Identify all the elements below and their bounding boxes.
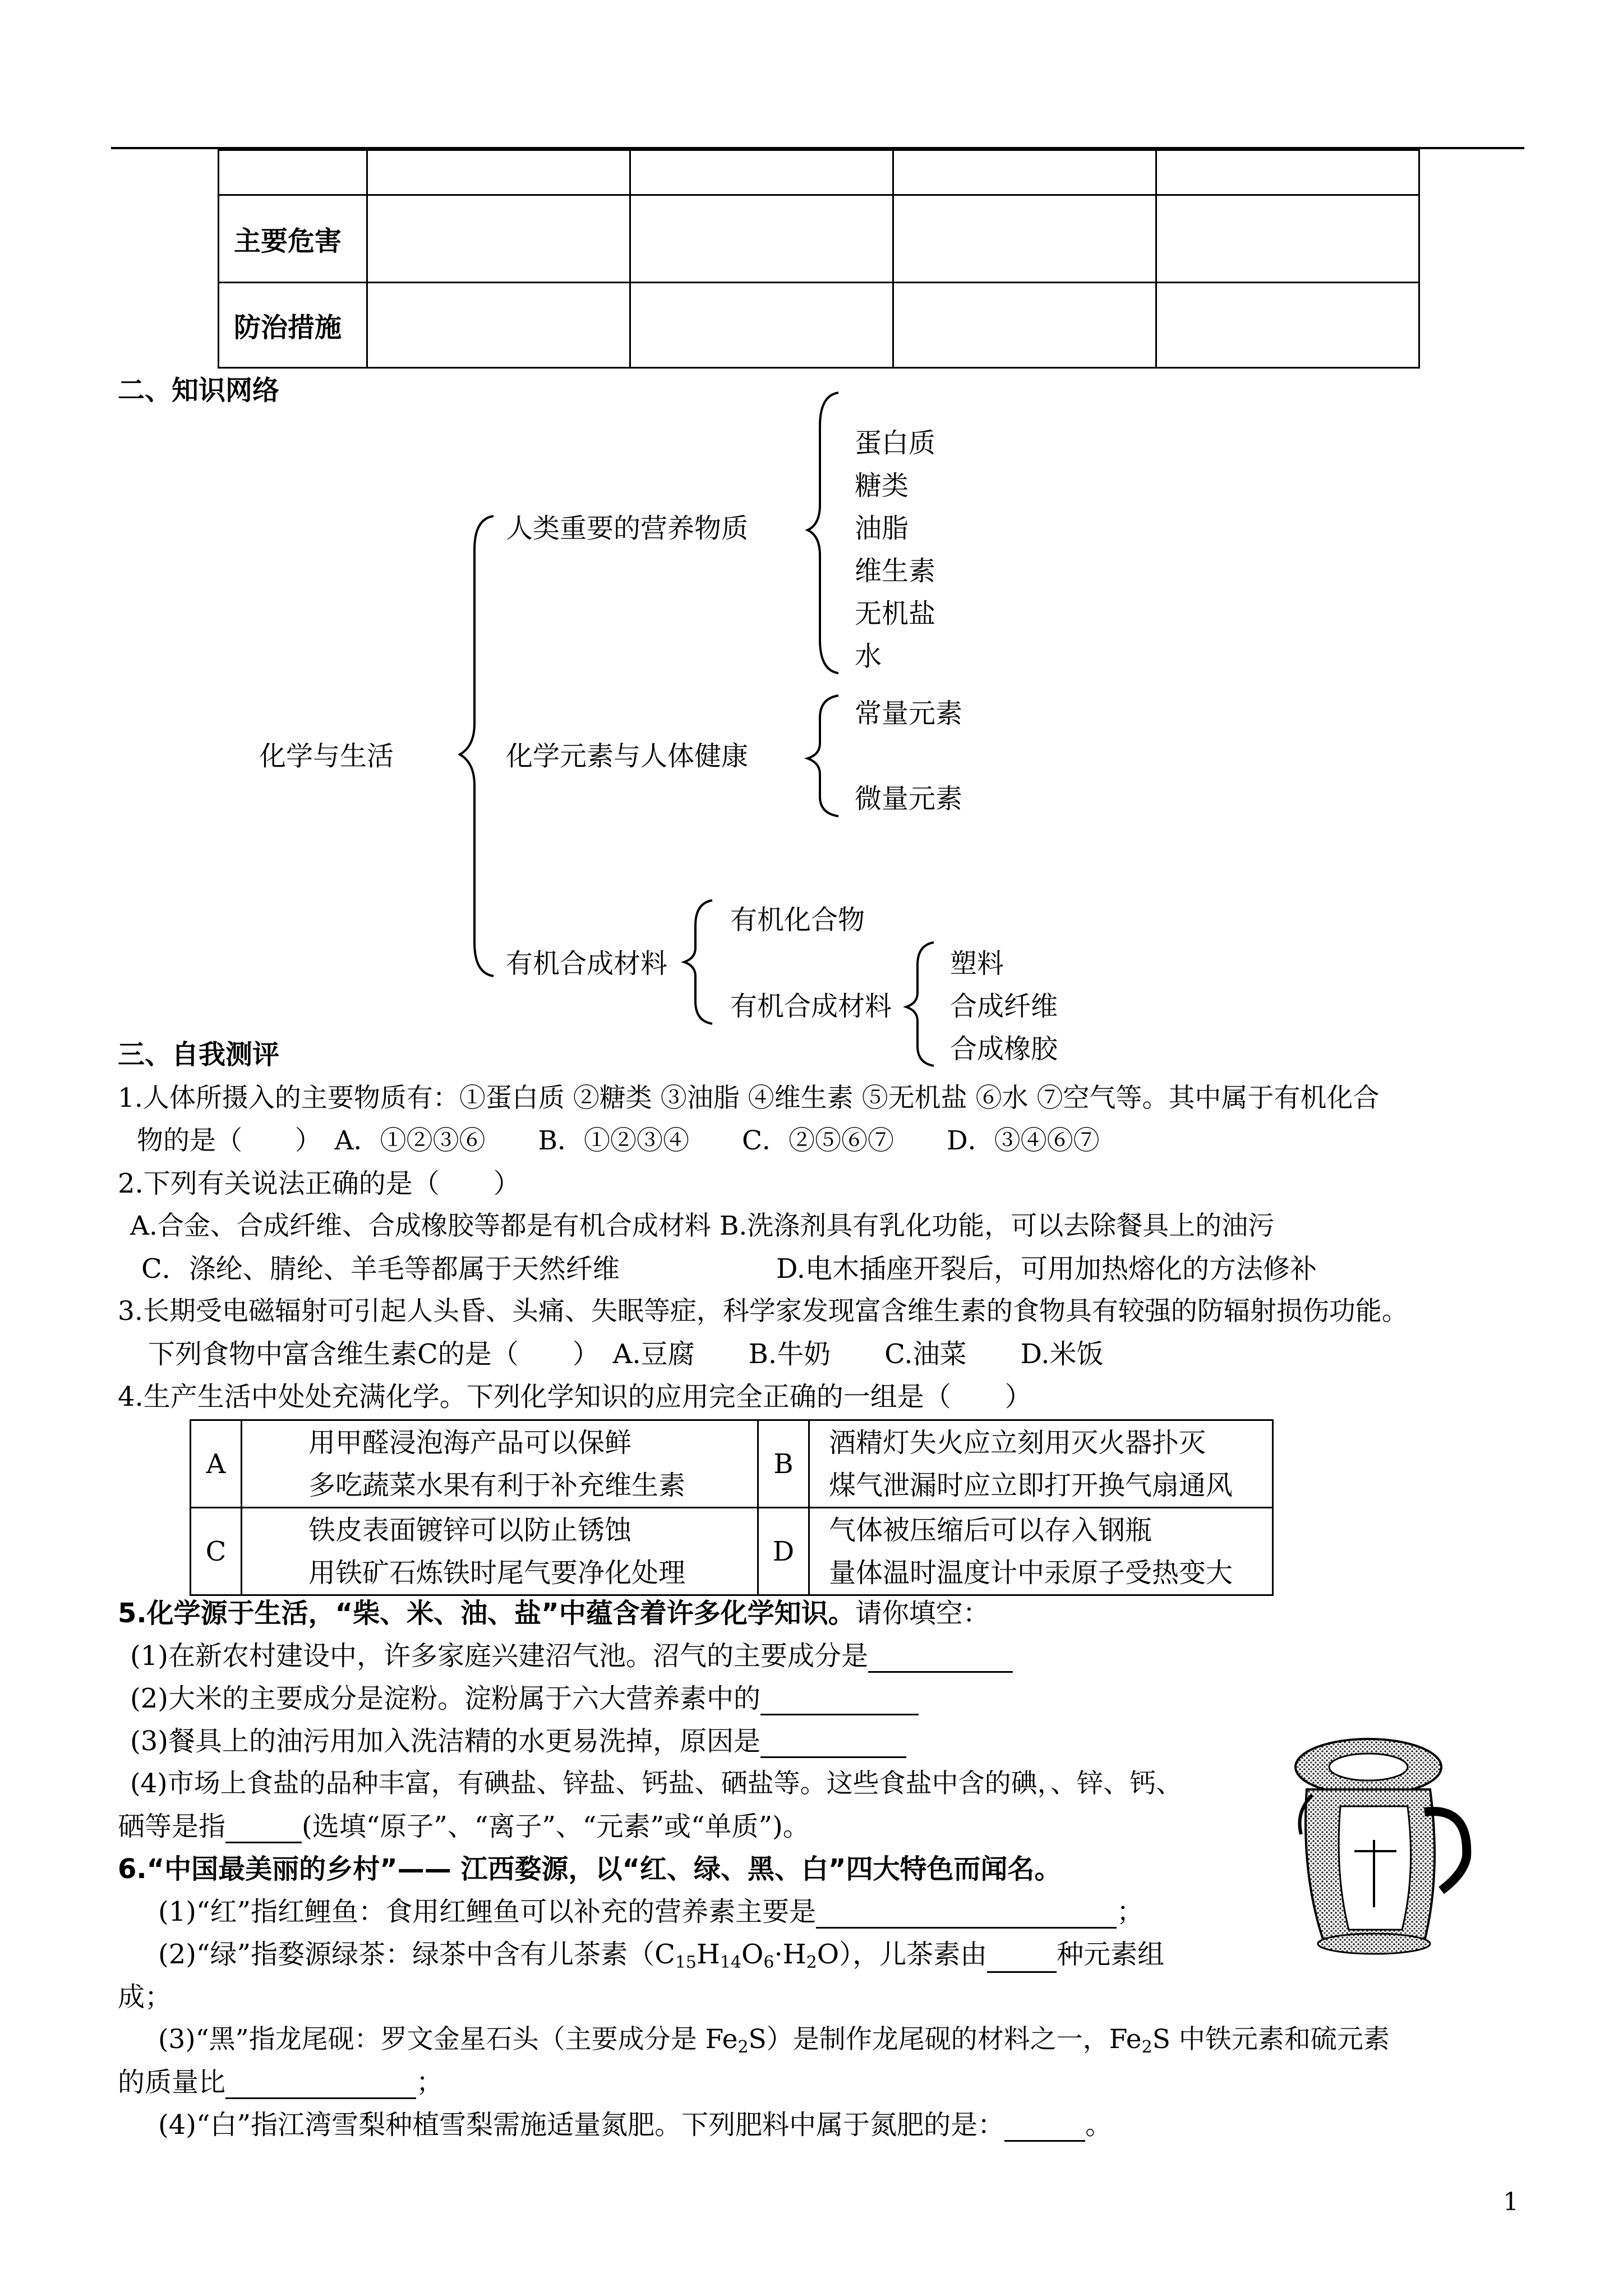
answer-blank[interactable] [225,2070,416,2099]
option-letter: B [758,1420,809,1508]
option-letter: D [758,1508,809,1595]
question-2-options-ab: A.合金、合成纤维、合成橡胶等都是有机合成材料 B.洗涤剂具有乳化功能，可以去除餐具上的油污 [130,1211,1275,1241]
network-leaf: 常量元素 [855,698,963,729]
question-6-part3-line2: 的质量比 ； [118,2067,444,2098]
question-1-line2: 物的是（ ） A．①②③⑥ B．①②③④ C．②⑤⑥⑦ D．③④⑥⑦ [137,1125,1100,1156]
section-heading: 二、知识网络 [118,375,280,406]
network-leaf: 无机盐 [855,598,936,629]
question-5-part2: (2)大米的主要成分是淀粉。淀粉属于六大营养素中的 [130,1683,919,1715]
question-6-part3: (3)“黑”指龙尾砚：罗文金星石头（主要成分是 $Fe_2S$）是制作龙尾砚的材料之一，$Fe_2S$ 中铁元素和硫元素 [158,2024,1390,2057]
network-branch-elements: 化学元素与人体健康 [506,740,749,772]
network-leaf: 糖类 [855,470,909,501]
question-2-stem: 2.下列有关说法正确的是（ ） [118,1168,520,1199]
section-heading: 三、自我测评 [118,1039,280,1070]
network-leaf: 油脂 [855,513,909,544]
network-leaf: 微量元素 [855,783,963,815]
network-leaf: 有机化合物 [730,904,865,936]
option-line: 酒精灯失火应立刻用灭火器扑灭 [829,1427,1206,1458]
question-2-option-c: C．涤纶、腈纶、羊毛等都属于天然纤维 [141,1253,620,1285]
option-line: 量体温时温度计中汞原子受热变大 [829,1557,1233,1589]
network-root: 化学与生活 [259,740,394,772]
answer-blank[interactable] [760,1729,906,1758]
option-line: 铁皮表面镀锌可以防止锈蚀 [308,1514,632,1546]
question-6-part2: (2)“绿”指婺源绿茶：绿茶中含有儿茶素$(C_{15}H_{14}O_6\cdot H_2O)$，儿茶素由 种元素组 [158,1939,1165,1972]
option-line: 煤气泄漏时应立即打开换气扇通风 [829,1469,1233,1501]
question-4-stem: 4.生产生活中处处充满化学。下列化学知识的应用完全正确的一组是（ ） [118,1381,1032,1412]
network-leaf: 蛋白质 [855,427,936,459]
question-6-part2-line2: 成； [118,1981,172,2013]
network-leaf: 维生素 [855,555,936,587]
knowledge-network-braces [0,0,1623,1122]
question-5-part4-line2: 硒等是指 (选填“原子”、“离子”、“元素”或“单质”)。 [118,1811,810,1842]
question-5-part4-line1: (4)市场上食盐的品种丰富，有碘盐、锌盐、钙盐、硒盐等。这些食盐中含的碘，、锌、钙、 [130,1768,1183,1799]
question-6-stem: 6.“中国最美丽的乡村”—— 江西婺源，以“红、绿、黑、白”四大特色而闻名。 [118,1853,1062,1885]
table-row-label: 主要危害 [219,195,367,283]
answer-blank[interactable] [868,1644,1013,1673]
option-line: 用铁矿石炼铁时尾气要净化处理 [308,1557,686,1589]
network-leaf: 水 [855,641,882,672]
option-letter: C [191,1508,242,1595]
question-3-line1: 3.长期受电磁辐射可引起人头昏、头痛、失眠等症，科学家发现富含维生素的食物具有较强的防辐射损伤功能。 [118,1296,1408,1327]
option-line: 多吃蔬菜水果有利于补充维生素 [308,1469,686,1501]
question-5-part1: (1)在新农村建设中，许多家庭兴建沼气池。沼气的主要成分是 [130,1640,1013,1673]
network-leaf: 合成纤维 [950,991,1058,1022]
option-line: 用甲醛浸泡海产品可以保鲜 [308,1427,632,1458]
network-leaf: 有机合成材料 [730,991,892,1022]
answer-blank[interactable] [225,1815,302,1843]
question-2-option-d: D.电木插座开裂后，可用加热熔化的方法修补 [776,1253,1317,1285]
network-leaf: 塑料 [950,948,1004,979]
question-1-line1: 1.人体所摄入的主要物质有：①蛋白质 ②糖类 ③油脂 ④维生素 ⑤无机盐 ⑥水 ⑦空气等。其中属于有机化合 [118,1083,1380,1114]
question-4-options-table [190,1419,1274,1596]
option-letter: A [191,1420,242,1508]
page-number: 1 [1503,2188,1519,2216]
question-6-part1: (1)“红”指红鲤鱼：食用红鲤鱼可以补充的营养素主要是 ； [158,1896,1144,1927]
answer-blank[interactable] [760,1687,919,1715]
pressure-cooker-image [1290,1728,1475,1963]
option-line: 气体被压缩后可以存入钢瓶 [829,1514,1152,1546]
table-row-label: 防治措施 [219,283,367,368]
question-5-part3: (3)餐具上的油污用加入洗洁精的水更易洗掉，原因是 [130,1726,906,1758]
answer-blank[interactable] [987,1944,1057,1973]
network-leaf: 合成橡胶 [950,1033,1058,1065]
question-6-part4: (4)“白”指江湾雪梨种植雪梨需施适量氮肥。下列肥料中属于氮肥的是： 。 [158,2109,1113,2141]
answer-blank[interactable] [1004,2113,1085,2142]
question-5-stem: 5.化学源于生活，“柴、米、油、盐”中蕴含着许多化学知识。请你填空： [118,1598,990,1629]
network-branch-nutrients: 人类重要的营养物质 [506,513,749,544]
answer-blank[interactable] [816,1900,1117,1929]
network-branch-materials: 有机合成材料 [506,948,668,979]
question-3-line2: 下列食物中富含维生素C的是（ ） A.豆腐 B.牛奶 C.油菜 D.米饭 [148,1338,1104,1370]
